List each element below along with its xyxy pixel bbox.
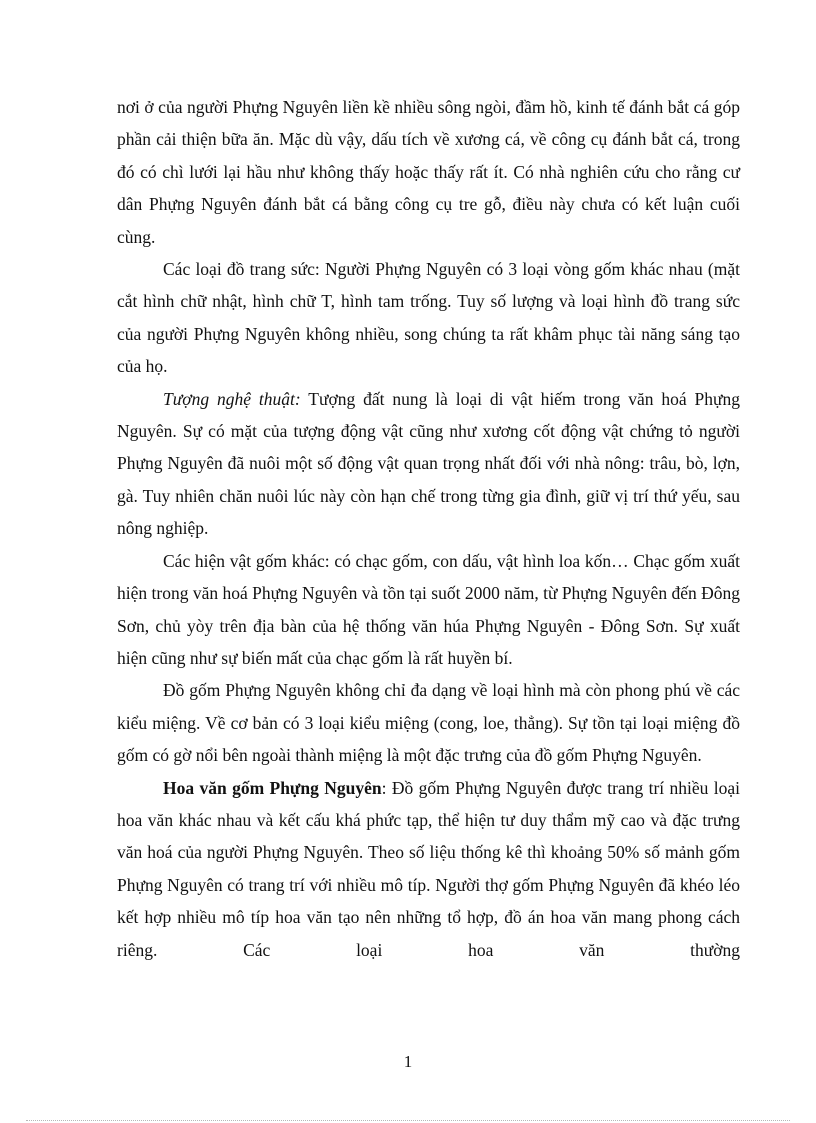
paragraph-text: Các loại đồ trang sức: Người Phựng Nguyên có 3 loại vòng gốm khác nhau (mặt cắt hình chữ nhật, hình chữ T, hình tam trống. Tuy số lượng và loại hình đồ trang sức của người Phựng Nguyên không nhiều, song chúng ta rất khâm phục tài năng sáng tạo của họ. <box>117 259 740 377</box>
paragraph-pottery-rims <box>117 674 740 771</box>
paragraph-text: nơi ở của người Phựng Nguyên liền kề nhiều sông ngòi, đầm hồ, kinh tế đánh bắt cá góp phần cải thiện bữa ăn. Mặc dù vậy, dấu tích về xương cá, về công cụ đánh bắt cá, trong đó có chì lưới lại hầu như không thấy hoặc thấy rất ít. Có nhà nghiên cứu cho rằng cư dân Phựng Nguyên đánh bắt cá bằng công cụ tre gỗ, điều này chưa có kết luận cuối cùng. <box>117 97 740 247</box>
paragraph-pottery-patterns <box>117 772 740 966</box>
paragraph-text: Đồ gốm Phựng Nguyên không chỉ đa dạng về loại hình mà còn phong phú về các kiểu miệng. Về cơ bản có 3 loại kiểu miệng (cong, loe, thẳng). Sự tồn tại loại miệng đồ gốm có gờ nổi bên ngoài thành miệng là một đặc trưng của đồ gốm Phựng Nguyên. <box>117 680 740 766</box>
page-bottom-divider <box>26 1120 790 1121</box>
paragraph-art-statues <box>117 383 740 545</box>
paragraph-lead-italic: Tượng nghệ thuật: <box>163 388 301 409</box>
paragraph-text: : Đồ gốm Phựng Nguyên được trang trí nhiều loại hoa văn khác nhau và kết cấu khá phức tạp, thể hiện tư duy thẩm mỹ cao và đặc trưng văn hoá của người Phựng Nguyên. Theo số liệu thống kê thì khoảng 50% số mảnh gốm Phựng Nguyên có trang trí với nhiều mô típ. Người thợ gốm Phựng Nguyên đã khéo léo kết hợp nhiều mô típ hoa văn tạo nên những tổ hợp, đồ án hoa văn mang phong cách riêng. Các loại hoa văn thường <box>117 777 740 960</box>
paragraph-fishing <box>117 91 740 253</box>
paragraph-jewelry <box>117 253 740 383</box>
paragraph-text: Các hiện vật gốm khác: có chạc gốm, con dấu, vật hình loa kốn… Chạc gốm xuất hiện trong văn hoá Phựng Nguyên và tồn tại suốt 2000 năm, từ Phựng Nguyên đến Đông Sơn, chủ yòy trên địa bàn của hệ thống văn húa Phựng Nguyên - Đông Sơn. Sự xuất hiện cũng như sự biến mất của chạc gốm là rất huyền bí. <box>117 550 740 668</box>
body-text <box>117 91 740 966</box>
paragraph-lead-bold: Hoa văn gốm Phựng Nguyên <box>163 777 382 798</box>
paragraph-other-artifacts <box>117 545 740 675</box>
page-number: 1 <box>403 1052 413 1071</box>
paragraph-text: Tượng đất nung là loại di vật hiếm trong văn hoá Phựng Nguyên. Sự có mặt của tượng động vật cũng như xương cốt động vật chứng tỏ người Phựng Nguyên đã nuôi một số động vật quan trọng nhất đối với nhà nông: trâu, bò, lợn, gà. Tuy nhiên chăn nuôi lúc này còn hạn chế trong từng gia đình, giữ vị trí thứ yếu, sau nông nghiệp. <box>117 388 741 539</box>
